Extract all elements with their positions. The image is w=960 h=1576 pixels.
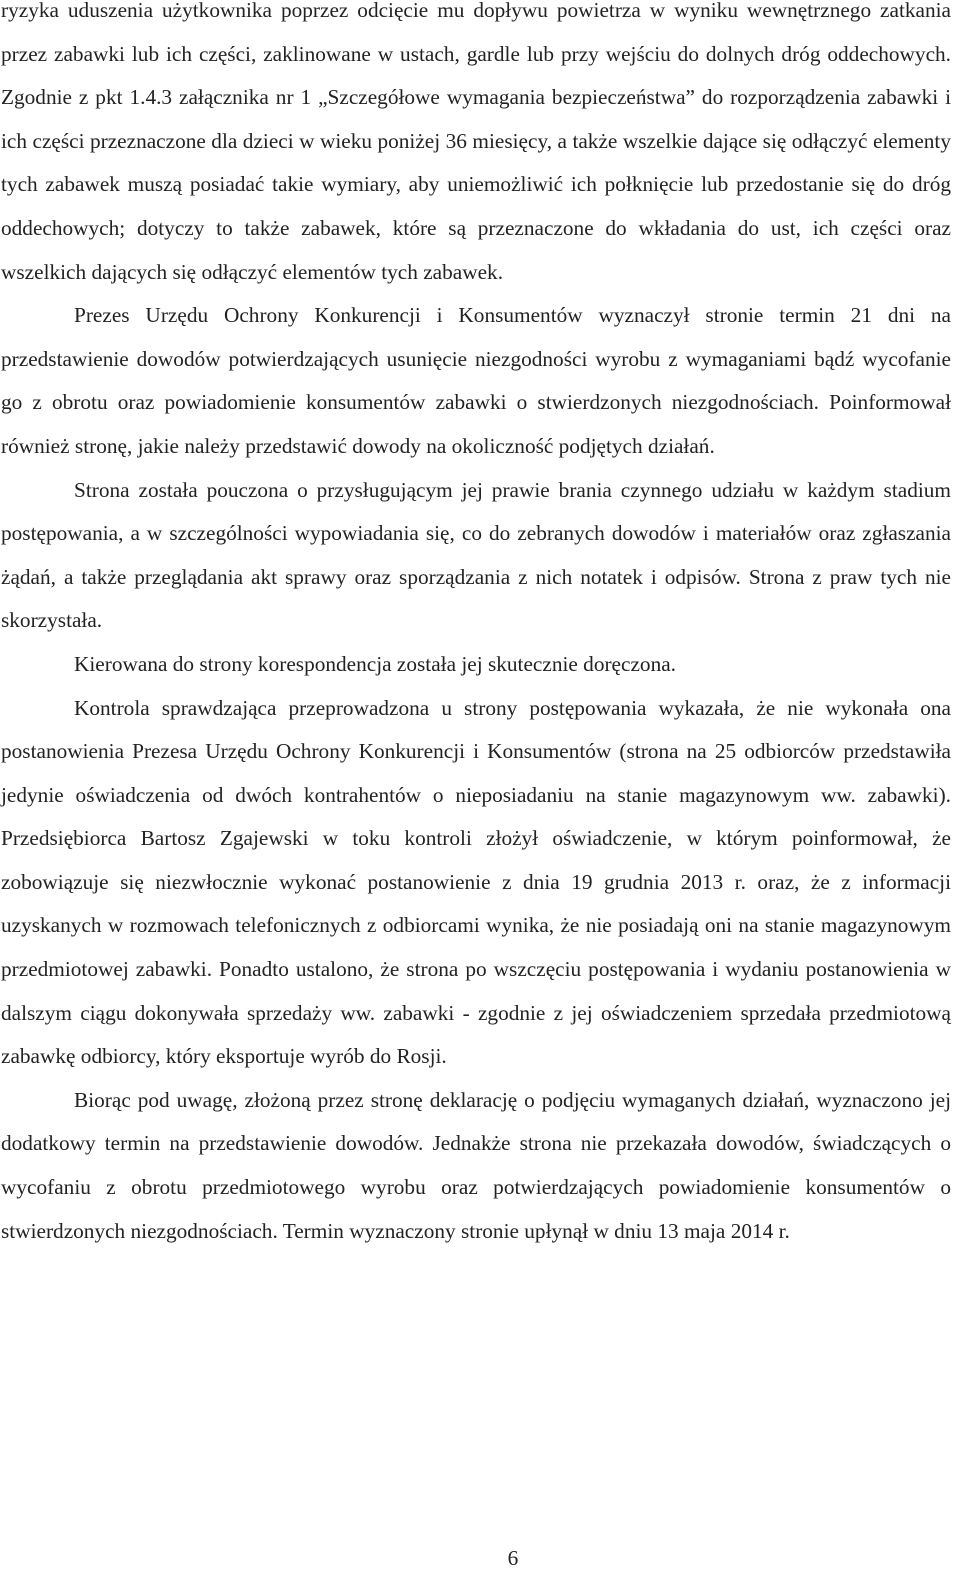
page-number: 6: [507, 1546, 519, 1570]
paragraph-4: Kierowana do strony korespondencja została jej skutecznie doręczona.: [74, 651, 676, 676]
paragraph-2: Prezes Urzędu Ochrony Konkurencji i Konsumentów wyznaczył stronie termin 21 dni na przedstawienie dowodów potwierdzających usunięcie niezgodności wyrobu z wymaganiami bądź wycofanie go z obrotu oraz powiadomienie konsumentów zabawki o stwierdzonych niezgodnościach. Poinformował również stronę, jakie należy przedstawić dowody na okoliczność podjętych działań.: [1, 303, 951, 458]
paragraph-1: ryzyka uduszenia użytkownika poprzez odcięcie mu dopływu powietrza w wyniku wewnętrznego zatkania przez zabawki lub ich części, zaklinowane w ustach, gardle lub przy wejściu do dolnych dróg oddechowych. Zgodnie z pkt 1.4.3 załącznika nr 1 „Szczegółowe wymagania bezpieczeństwa” do rozporządzenia zabawki i ich części przeznaczone dla dzieci w wieku poniżej 36 miesięcy, a także wszelkie dające się odłączyć elementy tych zabawek muszą posiadać takie wymiary, aby uniemożliwić ich połknięcie lub przedostanie się do dróg oddechowych; dotyczy to także zabawek, które są przeznaczone do wkładania do ust, ich części oraz wszelkich dających się odłączyć elementów tych zabawek.: [1, 0, 951, 284]
document-body: [1, 0, 951, 1253]
paragraph-6: Biorąc pod uwagę, złożoną przez stronę deklarację o podjęciu wymaganych działań, wyznaczono jej dodatkowy termin na przedstawienie dowodów. Jednakże strona nie przekazała dowodów, świadczących o wycofaniu z obrotu przedmiotowego wyrobu oraz potwierdzających powiadomienie konsumentów o stwierdzonych niezgodnościach. Termin wyznaczony stronie upłynął w dniu 13 maja 2014 r.: [1, 1087, 951, 1243]
paragraph-3: Strona została pouczona o przysługującym jej prawie brania czynnego udziału w każdym stadium postępowania, a w szczególności wypowiadania się, co do zebranych dowodów i materiałów oraz zgłaszania żądań, a także przeglądania akt sprawy oraz sporządzania z nich notatek i odpisów. Strona z praw tych nie skorzystała.: [1, 477, 951, 633]
paragraph-5: Kontrola sprawdzająca przeprowadzona u strony postępowania wykazała, że nie wykonała ona postanowienia Prezesa Urzędu Ochrony Konkurencji i Konsumentów (strona na 25 odbiorców przedstawiła jedynie oświadczenia od dwóch kontrahentów o nieposiadaniu na stanie magazynowym ww. zabawki). Przedsiębiorca Bartosz Zgajewski w toku kontroli złożył oświadczenie, w którym poinformował, że zobowiązuje się niezwłocznie wykonać postanowienie z dnia 19 grudnia 2013 r. oraz, że z informacji uzyskanych w rozmowach telefonicznych z odbiorcami wynika, że nie posiadają oni na stanie magazynowym przedmiotowej zabawki. Ponadto ustalono, że strona po wszczęciu postępowania i wydaniu postanowienia w dalszym ciągu dokonywała sprzedaży ww. zabawki - zgodnie z jej oświadczeniem sprzedała przedmiotową zabawkę odbiorcy, który eksportuje wyrób do Rosji.: [1, 695, 951, 1069]
